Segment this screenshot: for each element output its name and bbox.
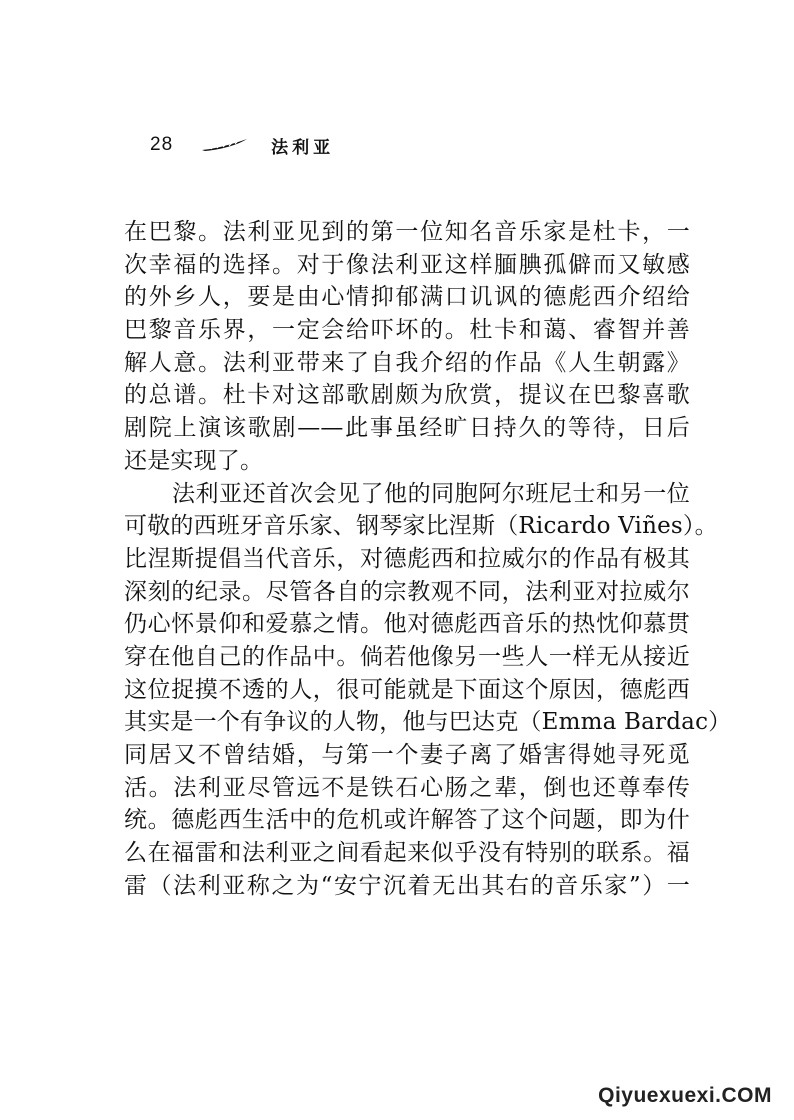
text-line: 的外乡人，要是由心情抑郁满口讥讽的德彪西介绍给: [124, 284, 690, 311]
text-line: 深刻的纪录。尽管各自的宗教观不同，法利亚对拉威尔: [124, 578, 690, 605]
text-line: 可敬的西班牙音乐家、钢琴家比涅斯（Ricardo Viñes）。: [124, 513, 718, 540]
text-line: 么在福雷和法利亚之间看起来似乎没有特别的联系。福: [124, 840, 690, 867]
text-line: 法利亚还首次会见了他的同胞阿尔班尼士和另一位: [172, 480, 690, 507]
text-line: 同居又不曾结婚，与第一个妻子离了婚害得她寻死觅: [124, 742, 690, 768]
text-line: 统。德彪西生活中的危机或许解答了这个问题，即为什: [124, 807, 690, 834]
feather-ornament-icon: [201, 138, 249, 152]
text-line: 仍心怀景仰和爱慕之情。他对德彪西音乐的热忱仰慕贯: [124, 611, 690, 638]
running-title: 法利亚: [271, 137, 335, 158]
text-line: 巴黎音乐界，一定会给吓坏的。杜卡和蔼、睿智并善: [124, 317, 690, 344]
text-line: 剧院上演该歌剧——此事虽经旷日持久的等待，日后: [124, 415, 690, 442]
text-line: 比涅斯提倡当代音乐，对德彪西和拉威尔的作品有极其: [124, 545, 690, 572]
text-line: 在巴黎。法利亚见到的第一位知名音乐家是杜卡，一: [124, 219, 690, 245]
paragraph-1: [124, 216, 690, 478]
text-line: 这位捉摸不透的人，很可能就是下面这个原因，德彪西: [124, 676, 690, 703]
text-line: 穿在他自己的作品中。倘若他像另一些人一样无从接近: [124, 643, 690, 670]
text-line: 的总谱。杜卡对这部歌剧颇为欣赏，提议在巴黎喜歌: [124, 382, 690, 409]
text-line: 解人意。法利亚带来了自我介绍的作品《人生朝露》: [124, 349, 690, 376]
text-line: 次幸福的选择。对于像法利亚这样腼腆孤僻而又敏感: [124, 251, 690, 278]
page-header: [150, 133, 334, 157]
paragraph-2: [124, 478, 732, 903]
site-watermark: Qiyuexuexi.COM: [598, 1084, 772, 1107]
text-line: 活。法利亚尽管远不是铁石心肠之辈，倒也还尊奉传: [124, 774, 690, 801]
text-line: 其实是一个有争议的人物，他与巴达克（Emma Bardac）: [124, 709, 732, 736]
text-line: 雷（法利亚称之为“安宁沉着无出其右的音乐家”）一: [124, 872, 690, 899]
text-line: 还是实现了。: [124, 447, 264, 474]
body-text: [124, 216, 732, 902]
page-number: 28: [150, 134, 174, 155]
